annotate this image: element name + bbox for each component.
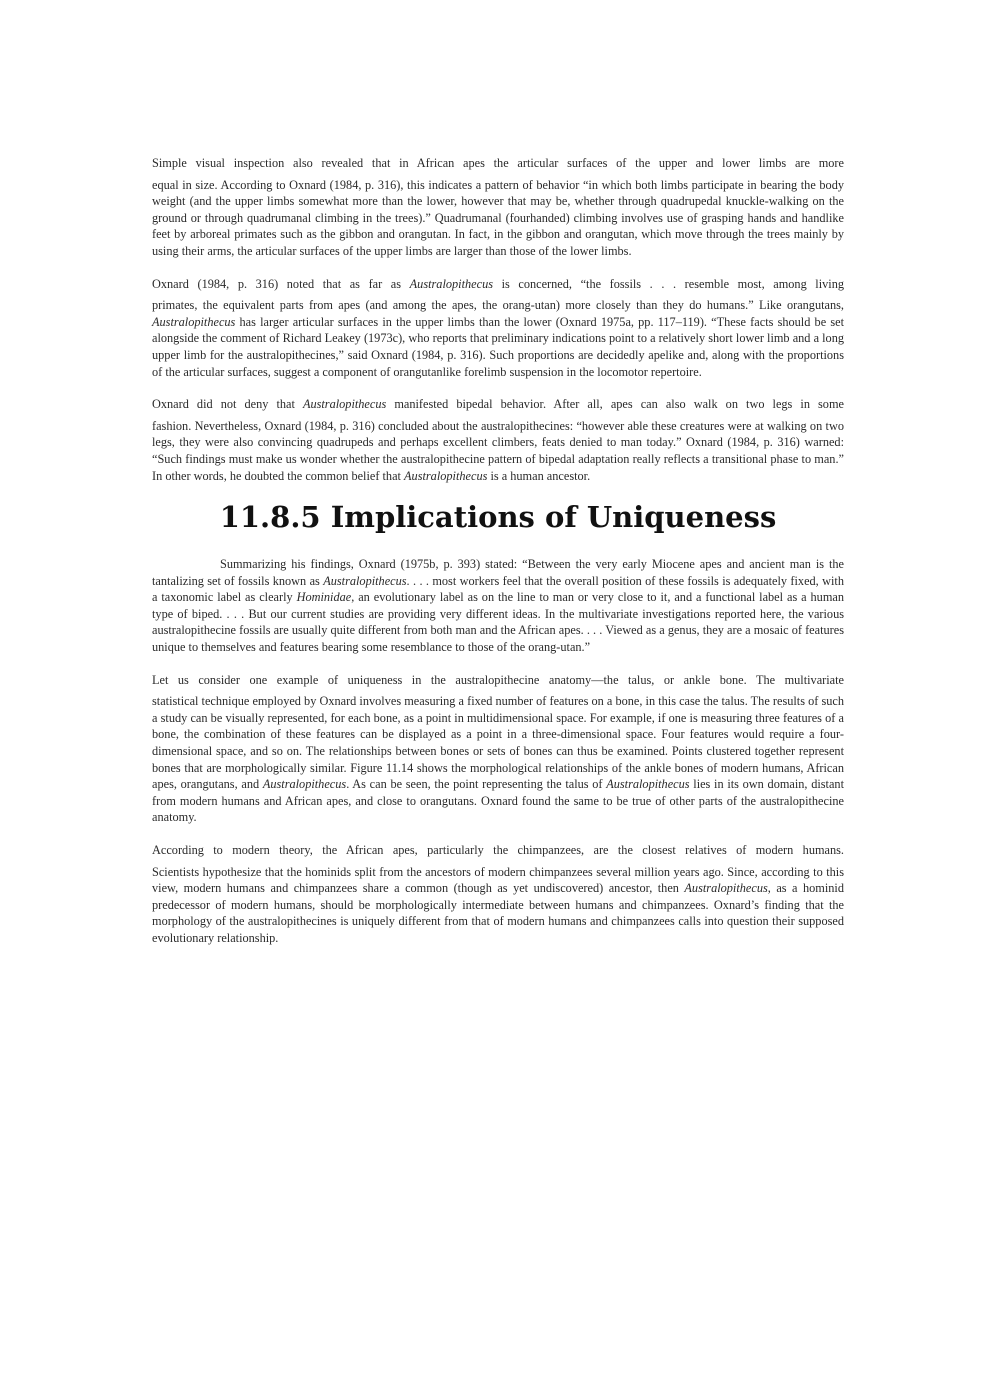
paragraph-summary-quote bbox=[152, 556, 844, 656]
genus-name: Australopithecus bbox=[323, 573, 407, 588]
text-run: statistical technique employed by Oxnard involves measuring a fixed number of features on a bone, in this case the talus. The results of such a study can be visually represented, for each bone, as a point in multidimensional space. For example, if one is measuring three features of a bone, the combination of these features can be displayed as a point in a three-dimensional space. Four features would require a four-dimensional space, and so on. The relationships between bones or sets of bones can thus be examined. Points clustered together represent bones that are morphologically similar. Figure 11.14 shows the morphological relationships of the ankle bones of modern humans, African apes, orangutans, and bbox=[152, 694, 844, 792]
paragraph-modern-theory bbox=[152, 842, 844, 947]
genus-name: Australopithecus bbox=[152, 314, 236, 329]
text-run: Summarizing his findings, Oxnard (1975b, p. 393) stated: “Between the very early Miocene apes and ancient man is the tantalizing set of fossils known as bbox=[152, 557, 844, 588]
section-heading: 11.8.5 Implications of Uniqueness bbox=[219, 500, 777, 535]
text-run: Scientists hypothesize that the hominids split from the ancestors of modern chimpanzees several million years ago. Since, according to this view, modern humans and chimpanzees share a common (though as yet undiscovered) ancestor, then bbox=[152, 864, 844, 896]
paragraph-body: equal in size. According to Oxnard (1984, p. 316), this indicates a pattern of behavior “in which both limbs participate in bearing the body weight (and the upper limbs somewhat more than the lower, however that may be, whether through quadrupedal knuckle-walking on the ground or through quadrumanal climbing in the trees).” Quadrumanal (fourhanded) climbing involves use of grasping hands and handlike feet by arboreal primates such as the gibbon and orangutan. In fact, in the gibbon and orangutan, which move through the trees mainly by using their arms, the articular surfaces of the upper limbs are larger than those of the lower limbs. bbox=[152, 177, 844, 258]
genus-name: Australopithecus bbox=[302, 397, 387, 412]
paragraph-first-line: Let us consider one example of uniqueness in the australopithecine anatomy—the talus, or ankle bone. The multivariate bbox=[152, 672, 844, 687]
genus-name: Australopithecus bbox=[606, 777, 690, 792]
paragraph-first-line bbox=[152, 276, 844, 293]
text-run: lies in its own domain, distant from modern humans and African apes, and close to orangutans. Oxnard found the same to be true of other parts of the australopithecine anatomy. bbox=[152, 777, 844, 825]
paragraph-first-line: According to modern theory, the African apes, particularly the chimpanzees, are the closest relatives of modern humans. bbox=[152, 843, 844, 857]
paragraph-talus-uniqueness bbox=[152, 672, 844, 826]
paragraph-bipedal-behavior bbox=[152, 396, 844, 484]
genus-name: Australopithecus bbox=[262, 777, 347, 792]
text-run: , an evolutionary label as on the line to man or very close to it, and a functional label as a human type of biped. . . . But our current studies are providing very different ideas. In the multivariate investigations reported here, the various australopithecine fossils are usually quite different from both man and the African apes. . . . Viewed as a genus, they are a mosaic of features unique to themselves and features bearing some resemblance to those of the orang-utan.” bbox=[152, 590, 844, 655]
genus-name: Australopithecus bbox=[409, 276, 493, 291]
genus-name: Australopithecus bbox=[404, 468, 488, 483]
text-run: is concerned, “the fossils . . . resemble most, among living bbox=[493, 276, 845, 291]
text-run: . . . . most workers feel that the overall position of these fossils is adequately fixed, with a taxonomic label as clearly bbox=[152, 573, 844, 605]
paragraph-first-line: Simple visual inspection also revealed that in African apes the articular surfaces of the upper and lower limbs are more bbox=[152, 156, 844, 170]
text-run: Oxnard (1984, p. 316) noted that as far as bbox=[152, 276, 410, 291]
text-run: , as a hominid predecessor of modern humans, should be morphologically intermediate between humans and chimpanzees. Oxnard’s finding that the morphology of the australopithecines is uniquely different from that of modern humans and chimpanzees calls into question their supposed evolutionary relationship. bbox=[152, 881, 844, 945]
text-run: has larger articular surfaces in the upper limbs than the lower (Oxnard 1975a, pp. 117–119). “These facts should be set alongside the comment of Richard Leakey (1973c), who reports that preliminary indications point to a relatively short lower limb and a long upper limb for the australopithecines,” said Oxnard (1984, p. 316). Such proportions are decidedly apelike and, along with the proportions of the articular surfaces, suggest a component of orangutanlike forelimb suspension in the locomotor repertoire. bbox=[152, 314, 844, 379]
text-run: fashion. Nevertheless, Oxnard (1984, p. 316) concluded about the australopithecines: “however able these creatures were at walking on two legs, they were also convincing quadrupeds and perhaps excellent climbers, feats denied to man today.” Oxnard (1984, p. 316) warned: “Such findings must make us wonder whether the australopithecine pattern of bipedal adaptation really reflects a transitional phase to man.” In other words, he doubted the common belief that bbox=[152, 418, 844, 483]
text-run: manifested bipedal behavior. After all, apes can also walk on two legs in some bbox=[386, 397, 844, 412]
family-name: Hominidae bbox=[296, 590, 352, 605]
text-run: primates, the equivalent parts from apes (and among the apes, the orang-utan) more closely than they do humans.” Like orangutans, bbox=[152, 298, 844, 313]
paragraph-fossils-resemble bbox=[152, 276, 844, 381]
document-page bbox=[152, 155, 844, 963]
text-run: is a human ancestor. bbox=[487, 468, 591, 483]
text-run: Oxnard did not deny that bbox=[152, 397, 303, 412]
paragraph-first-line bbox=[152, 396, 844, 413]
text-run: . As can be seen, the point representing the talus of bbox=[346, 777, 607, 792]
paragraph-limb-surfaces bbox=[152, 155, 844, 260]
genus-name: Australopithecus bbox=[684, 881, 768, 896]
